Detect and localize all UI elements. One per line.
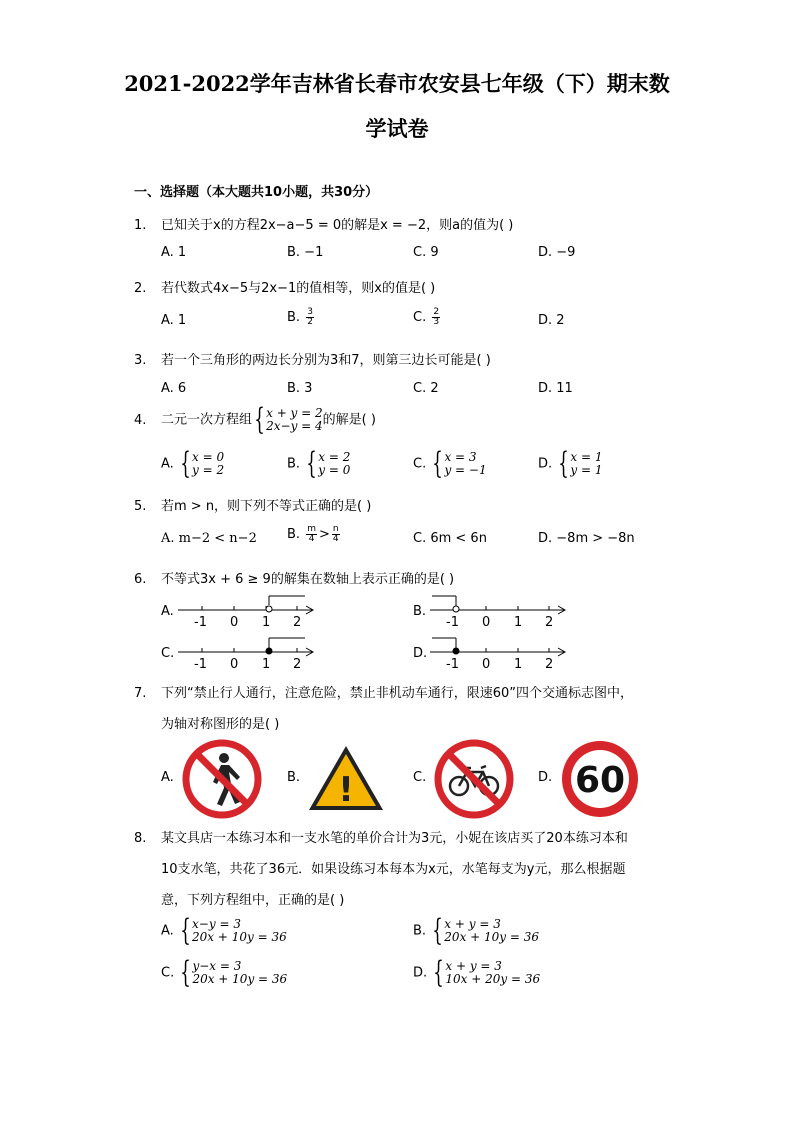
no-bicycle-sign-icon	[433, 738, 515, 820]
equation-row: y = 1	[570, 463, 603, 477]
question-number: 8.	[134, 831, 147, 846]
question-7	[134, 682, 633, 701]
q1-option-a: A. 1	[161, 245, 187, 260]
denominator: 4	[308, 534, 315, 544]
question-text: 若代数式4x−5与2x−1的值相等，则x的值是( )	[161, 281, 436, 296]
q1-option-b: B. −1	[287, 245, 324, 260]
q4-option-a	[161, 446, 225, 481]
option-label: D.	[413, 965, 428, 981]
no-pedestrian-sign-icon	[181, 738, 263, 820]
question-number: 1.	[134, 218, 147, 233]
q4-option-d	[538, 446, 603, 481]
option-label: B.	[287, 310, 301, 325]
section-heading: 一、选择题（本大题共10小题，共30分）	[134, 185, 379, 200]
equation-row: 10x + 20y = 36	[445, 972, 541, 986]
speed-value: 60	[574, 760, 626, 801]
warning-sign-icon	[306, 743, 386, 813]
equation-row: 2x−y = 4	[266, 419, 323, 433]
q2-option-a: A. 1	[161, 313, 187, 328]
q6-option-a-label: A.	[161, 604, 174, 619]
question-number: 6.	[134, 572, 147, 587]
equation-row: 20x + 10y = 36	[444, 930, 540, 944]
question-1	[134, 214, 513, 233]
equation-system: { x = 1 y = 1	[558, 446, 603, 481]
tick-label: 1	[262, 657, 271, 670]
equation-row: x = 2	[318, 450, 351, 464]
tick-label: 0	[482, 657, 491, 670]
q1-option-c: C. 9	[413, 245, 439, 260]
tick-label: -1	[446, 615, 459, 628]
question-7-line2: 为轴对称图形的是( )	[161, 717, 280, 732]
tick-label: -1	[446, 657, 459, 670]
question-2	[134, 277, 435, 296]
equation-row: y = 2	[192, 463, 225, 477]
question-text: 已知关于x的方程2x−a−5 = 0的解是x = −2，则a的值为( )	[161, 218, 514, 233]
speed-limit-sign-icon	[559, 738, 641, 820]
tick-label: 1	[514, 657, 523, 670]
tick-label: 1	[262, 615, 271, 628]
equation-row: 20x + 10y = 36	[192, 930, 287, 944]
q5-option-d: D. −8m > −8n	[538, 531, 635, 546]
question-6	[134, 568, 454, 587]
equation-system: { x + y = 2 2x−y = 4	[254, 402, 323, 437]
q3-option-b: B. 3	[287, 381, 313, 396]
numerator: n	[332, 524, 339, 534]
equation-row: y−x = 3	[192, 959, 242, 973]
equation-row: y = −1	[444, 463, 487, 477]
option-label: C.	[413, 310, 427, 325]
tick-label: 0	[230, 615, 239, 628]
question-number: 2.	[134, 281, 147, 296]
tick-label: 0	[482, 615, 491, 628]
question-text: 若一个三角形的两边长分别为3和7，则第三边长可能是( )	[161, 353, 491, 368]
fraction	[332, 525, 340, 544]
numerator: 3	[307, 307, 313, 317]
q8-option-a	[161, 913, 287, 948]
question-text: 若m > n，则下列不等式正确的是( )	[161, 499, 372, 514]
q1-option-d: D. −9	[538, 245, 576, 260]
q6-option-b-label: B.	[413, 604, 427, 619]
equation-system: { x + y = 3 20x + 10y = 36	[432, 913, 540, 948]
question-number: 5.	[134, 499, 147, 514]
warning-mark: !	[338, 770, 354, 810]
tick-label: 2	[545, 615, 554, 628]
question-4	[134, 402, 376, 437]
q7-option-b-label: B.	[287, 770, 301, 785]
equation-row: y = 0	[318, 463, 351, 477]
question-number: 7.	[134, 686, 147, 701]
question-8-line2: 10支水笔，共花了36元．如果设练习本每本为x元，水笔每支为y元，那么根据题	[161, 862, 626, 877]
q2-option-c	[413, 308, 442, 327]
tick-label: -1	[194, 657, 207, 670]
question-text: 某文具店一本练习本和一支水笔的单价合计为3元，小妮在该店买了20本练习本和	[161, 831, 628, 846]
equation-system: { x = 2 y = 0	[306, 446, 351, 481]
tick-label: 2	[545, 657, 554, 670]
q8-option-b	[413, 913, 540, 948]
question-8	[134, 827, 628, 846]
tick-label: 1	[514, 615, 523, 628]
q4-option-b	[287, 446, 351, 481]
equation-row: x = 0	[192, 450, 225, 464]
numerator: m	[307, 524, 316, 534]
question-text-suffix: 的解是( )	[322, 412, 376, 428]
equation-system: { y−x = 3 20x + 10y = 36	[180, 955, 288, 990]
page-title-line2: 学试卷	[365, 116, 429, 141]
number-line-b	[424, 592, 574, 628]
q4-option-c	[413, 446, 487, 481]
equation-row: 20x + 10y = 36	[192, 972, 288, 986]
q7-option-c-label: C.	[413, 770, 427, 785]
denominator: 2	[307, 317, 313, 327]
equation-row: x = 1	[570, 450, 603, 464]
option-label: C.	[161, 965, 175, 981]
equation-row: x + y = 3	[444, 917, 501, 931]
question-5	[134, 495, 371, 514]
fraction	[432, 308, 440, 327]
option-label: B.	[413, 923, 427, 939]
q8-option-d	[413, 955, 541, 990]
tick-label: 2	[293, 657, 302, 670]
q5-option-c: C. 6m < 6n	[413, 531, 487, 546]
tick-label: 2	[293, 615, 302, 628]
fraction	[306, 525, 317, 544]
question-text: 不等式3x + 6 ≥ 9的解集在数轴上表示正确的是( )	[161, 572, 455, 587]
option-label: A.	[161, 923, 174, 939]
page-title-line1: 2021-2022学年吉林省长春市农安县七年级（下）期末数	[124, 71, 670, 96]
q6-option-d-label: D.	[413, 646, 428, 661]
comparison-operator: >	[318, 527, 330, 542]
equation-row: x + y = 2	[266, 406, 323, 420]
q3-option-c: C. 2	[413, 381, 439, 396]
q7-option-d-label: D.	[538, 770, 553, 785]
question-8-line3: 意，下列方程组中，正确的是( )	[161, 893, 345, 908]
denominator: 4	[332, 534, 339, 544]
equation-system: { x−y = 3 20x + 10y = 36	[180, 913, 287, 948]
q5-option-a: A. m−2 < n−2	[161, 531, 257, 546]
q2-option-d: D. 2	[538, 313, 565, 328]
question-number: 4.	[134, 412, 147, 428]
q8-option-c	[161, 955, 288, 990]
option-label: B.	[287, 527, 301, 542]
question-text: 二元一次方程组	[161, 412, 253, 428]
fraction	[306, 308, 314, 327]
equation-row: x−y = 3	[192, 917, 241, 931]
option-label: B.	[287, 456, 301, 472]
tick-label: -1	[194, 615, 207, 628]
equation-system: { x = 3 y = −1	[432, 446, 487, 481]
number-line-c	[172, 634, 322, 670]
number-line-a	[172, 592, 322, 628]
tick-label: 0	[230, 657, 239, 670]
q2-option-b	[287, 308, 316, 327]
equation-row: x = 3	[444, 450, 477, 464]
q5-option-b	[287, 525, 342, 544]
equation-system: { x + y = 3 10x + 20y = 36	[433, 955, 541, 990]
equation-system: { x = 0 y = 2	[180, 446, 225, 481]
question-number: 3.	[134, 353, 147, 368]
number-line-d	[424, 634, 574, 670]
question-3	[134, 349, 491, 368]
equation-row: x + y = 3	[445, 959, 502, 973]
option-label: D.	[538, 456, 553, 472]
q7-option-a-label: A.	[161, 770, 174, 785]
question-text: 下列“禁止行人通行，注意危险，禁止非机动车通行，限速60”四个交通标志图中，	[161, 686, 634, 701]
option-label: C.	[413, 456, 427, 472]
q3-option-d: D. 11	[538, 381, 573, 396]
q3-option-a: A. 6	[161, 381, 187, 396]
numerator: 2	[433, 307, 440, 317]
denominator: 3	[433, 317, 440, 327]
option-label: A.	[161, 456, 174, 472]
q6-option-c-label: C.	[161, 646, 175, 661]
